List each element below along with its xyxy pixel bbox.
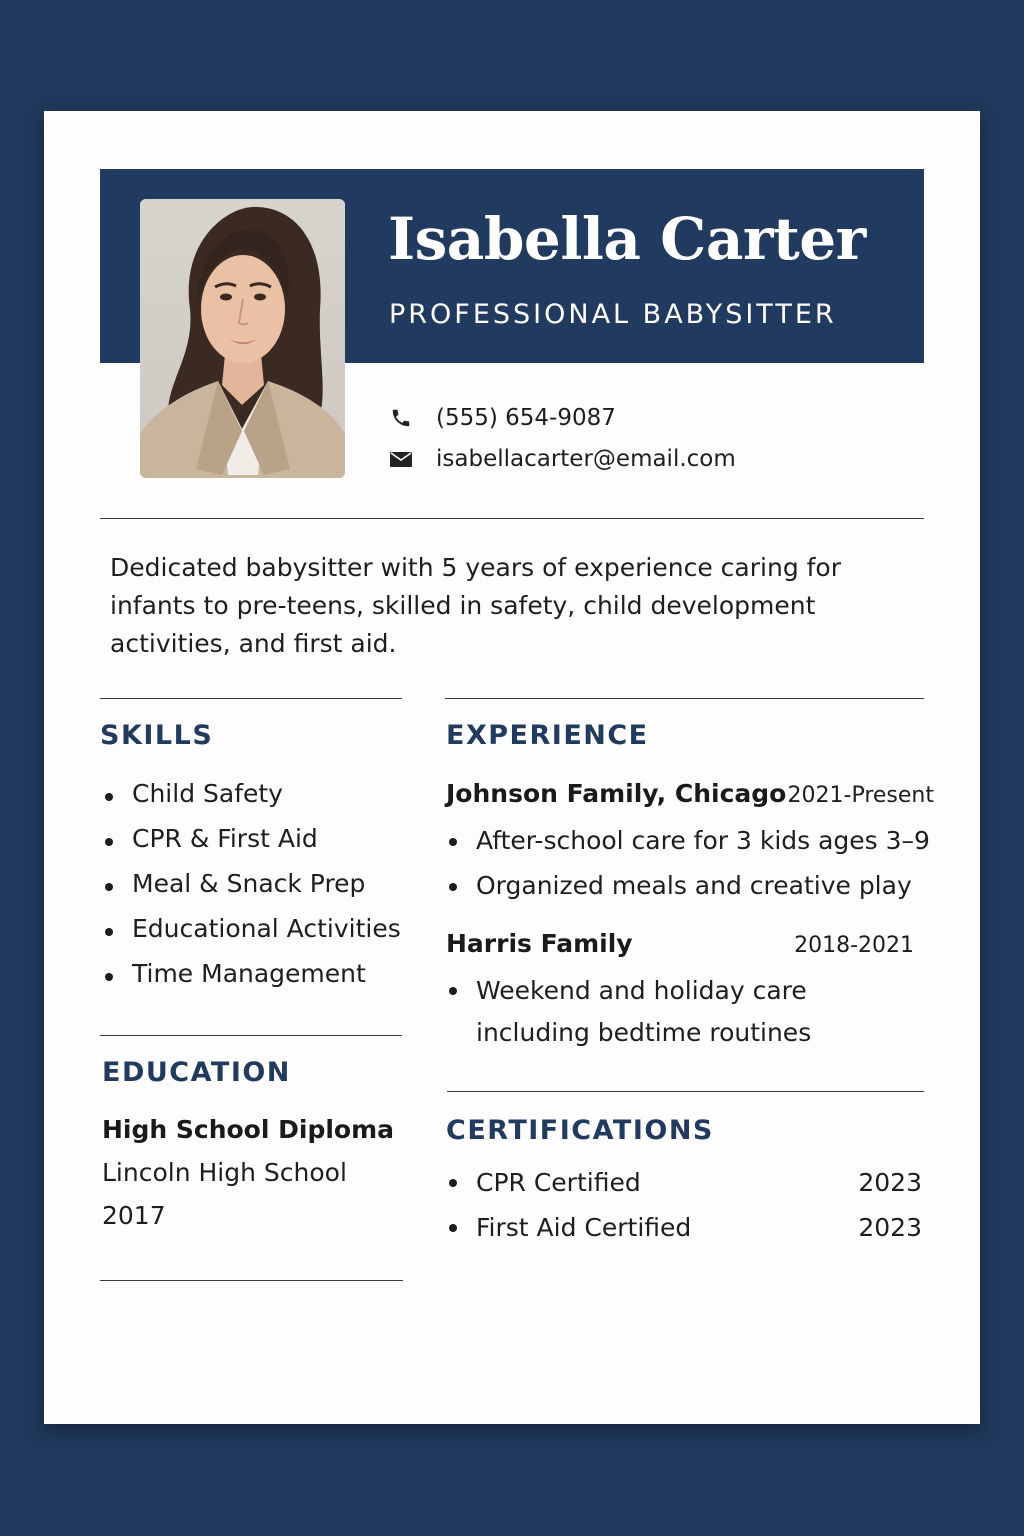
divider: [445, 698, 924, 699]
skills-list: [102, 774, 401, 999]
skill-item: Educational Activities: [102, 909, 401, 954]
skill-item: CPR & First Aid: [102, 819, 401, 864]
certification-row: [446, 1213, 922, 1242]
skill-item: Child Safety: [102, 774, 401, 819]
job-bullet: Weekend and holiday care: [446, 970, 807, 1012]
resume-page: [44, 111, 980, 1424]
certification-year: 2023: [858, 1168, 922, 1197]
skill-item: Time Management: [102, 954, 401, 999]
job-bullet: Organized meals and creative play: [446, 864, 930, 909]
skill-item: Meal & Snack Prep: [102, 864, 401, 909]
skills-heading: SKILLS: [100, 720, 214, 751]
certification-year: 2023: [858, 1213, 922, 1242]
phone-icon: [388, 405, 414, 431]
job-dates: 2021-Present: [787, 783, 934, 808]
profile-photo: [140, 199, 345, 478]
email-row[interactable]: [388, 446, 736, 472]
job-header: [446, 929, 914, 958]
education-school: Lincoln High School: [102, 1158, 347, 1187]
job-bullets: [446, 970, 807, 1012]
certifications-heading: CERTIFICATIONS: [446, 1115, 714, 1146]
job-bullet-continuation: including bedtime routines: [476, 1018, 812, 1047]
job-employer: Harris Family: [446, 929, 633, 958]
divider: [100, 1035, 402, 1036]
certification-name: First Aid Certified: [446, 1213, 691, 1242]
job-dates: 2018-2021: [794, 933, 914, 958]
job-bullets: [446, 819, 930, 909]
profile-summary: Dedicated babysitter with 5 years of experience caring for infants to pre-teens, skilled in safety, child development activities, and first aid.: [110, 553, 842, 658]
phone-number: (555) 654-9087: [436, 405, 616, 431]
education-heading: EDUCATION: [102, 1057, 291, 1088]
divider: [447, 1091, 924, 1092]
job-employer: Johnson Family, Chicago: [446, 779, 787, 808]
divider: [100, 1280, 403, 1281]
envelope-icon: [388, 446, 414, 472]
certification-name: CPR Certified: [446, 1168, 641, 1197]
email-address: isabellacarter@email.com: [436, 446, 736, 472]
divider: [100, 518, 924, 519]
education-year: 2017: [102, 1201, 166, 1230]
certification-row: [446, 1168, 922, 1197]
job-bullet: After-school care for 3 kids ages 3–9: [446, 819, 930, 864]
candidate-name: Isabella Carter: [388, 205, 866, 273]
education-degree: High School Diploma: [102, 1115, 395, 1144]
divider: [100, 698, 402, 699]
job-title: PROFESSIONAL BABYSITTER: [389, 299, 837, 330]
phone-row[interactable]: [388, 405, 616, 431]
job-header: [446, 779, 934, 808]
experience-heading: EXPERIENCE: [446, 720, 649, 751]
